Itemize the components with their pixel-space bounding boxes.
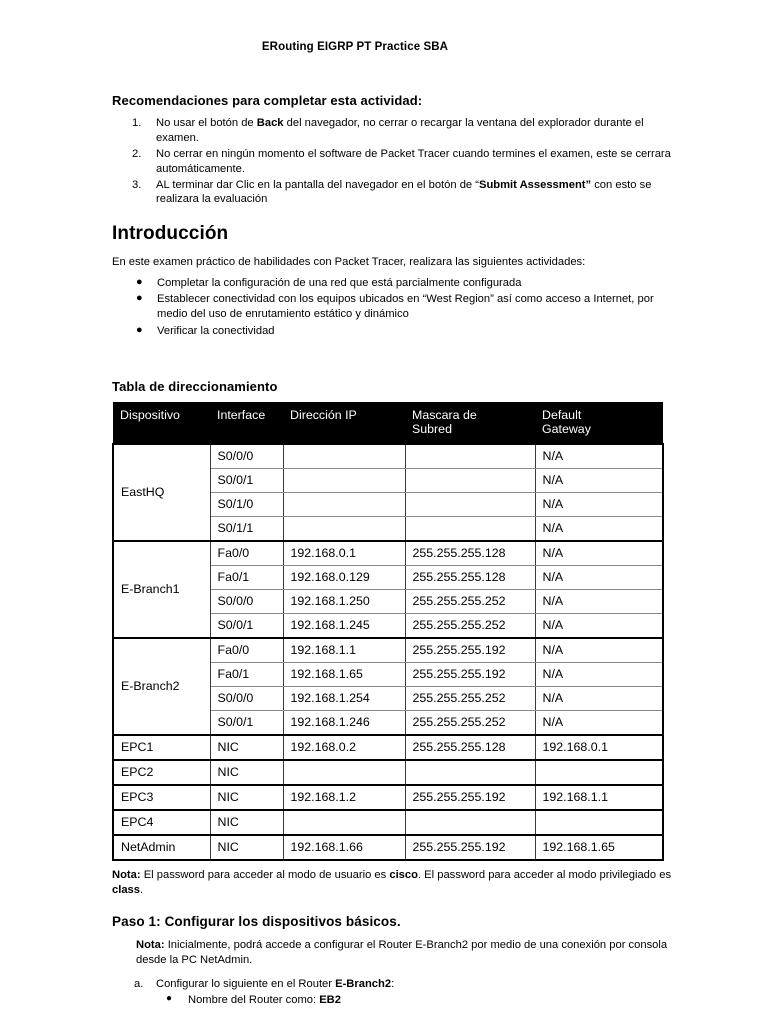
plain-text: AL terminar dar Clic en la pantalla del navegador en el botón de “ [156, 178, 479, 191]
table-cell-gateway: N/A [535, 468, 663, 492]
table-cell-gateway: 192.168.1.65 [535, 835, 663, 860]
table-cell-mask: 255.255.255.252 [405, 710, 535, 735]
table-cell-device: EPC4 [113, 810, 210, 835]
table-row [113, 541, 663, 566]
note-text: Inicialmente, podrá accede a configurar el Router E-Branch2 por medio de una conexión por consola desde la PC NetAdmin. [136, 938, 668, 966]
list-marker: 2. [132, 147, 142, 160]
table-cell-mask: 255.255.255.192 [405, 638, 535, 663]
table-cell-gateway: N/A [535, 662, 663, 686]
table-cell-ip: 192.168.1.2 [283, 785, 405, 810]
table-cell-mask [405, 810, 535, 835]
table-cell-gateway: N/A [535, 589, 663, 613]
table-header-row [113, 402, 663, 444]
table-cell-ip: 192.168.1.1 [283, 638, 405, 663]
plain-text: con esto se realizara la evaluación [156, 178, 652, 206]
table-cell-interface: Fa0/0 [210, 638, 283, 663]
introduccion-bullet-list [112, 276, 672, 338]
table-column-header: Mascara de Subred [405, 402, 535, 444]
table-cell-mask: 255.255.255.252 [405, 589, 535, 613]
table-cell-gateway: N/A [535, 492, 663, 516]
document-header-title: ERouting EIGRP PT Practice SBA [261, 41, 449, 53]
note-label: Nota: [112, 868, 141, 881]
list-marker: 1. [132, 117, 142, 129]
table-cell-interface: NIC [210, 810, 283, 835]
introduccion-intro-text: En este examen práctico de habilidades con Packet Tracer, realizara las siguientes actividades: [112, 256, 586, 269]
emphasis-text: Back [256, 117, 284, 129]
table-cell-gateway: 192.168.1.1 [535, 785, 663, 810]
table-row [113, 760, 663, 785]
table-row [113, 835, 663, 860]
table-cell-ip [283, 468, 405, 492]
list-marker: a. [134, 977, 144, 990]
table-cell-mask [405, 516, 535, 541]
plain-text: Configurar lo siguiente en el Router [156, 977, 336, 990]
table-cell-interface: S0/0/0 [210, 444, 283, 469]
table-row [113, 638, 663, 663]
table-cell-ip: 192.168.0.129 [283, 565, 405, 589]
paso1-note [136, 938, 672, 968]
table-cell-interface: S0/0/1 [210, 468, 283, 492]
plain-text: . El password para acceder al modo privilegiado es [417, 868, 672, 881]
list-item [112, 977, 672, 1008]
introduccion-heading: Introducción [112, 223, 229, 245]
table-cell-ip [283, 760, 405, 785]
paso1-sub-list [156, 993, 672, 1008]
table-cell-ip [283, 810, 405, 835]
table-cell-gateway: N/A [535, 613, 663, 638]
table-cell-ip [283, 444, 405, 469]
table-cell-gateway: 192.168.0.1 [535, 735, 663, 760]
table-cell-device: E-Branch1 [113, 541, 210, 638]
table-cell-interface: NIC [210, 735, 283, 760]
table-cell-ip: 192.168.1.245 [283, 613, 405, 638]
table-cell-interface: S0/1/0 [210, 492, 283, 516]
table-cell-gateway: N/A [535, 541, 663, 566]
table-cell-mask: 255.255.255.192 [405, 835, 535, 860]
bullet-icon: ● [136, 292, 143, 305]
note-label: Nota: [136, 938, 165, 951]
emphasis-text: E-Branch2 [335, 977, 392, 990]
list-item [112, 276, 672, 291]
table-row [113, 810, 663, 835]
table-cell-gateway: N/A [535, 444, 663, 469]
bullet-icon: ● [166, 992, 173, 1004]
table-cell-mask [405, 492, 535, 516]
table-cell-interface: Fa0/1 [210, 565, 283, 589]
table-cell-gateway: N/A [535, 686, 663, 710]
list-item [112, 147, 672, 177]
table-cell-gateway: N/A [535, 516, 663, 541]
document-content [0, 93, 768, 1008]
table-cell-mask [405, 760, 535, 785]
recommendations-heading: Recomendaciones para completar esta actividad: [112, 93, 423, 108]
table-cell-device: EPC1 [113, 735, 210, 760]
emphasis-text: Submit Assessment” [478, 178, 592, 191]
table-cell-mask: 255.255.255.128 [405, 735, 535, 760]
paso1-item-list [112, 977, 672, 1008]
bullet-icon: ● [136, 276, 143, 289]
table-cell-interface: S0/0/1 [210, 710, 283, 735]
table-cell-gateway [535, 760, 663, 785]
table-cell-interface: Fa0/0 [210, 541, 283, 566]
table-cell-interface: S0/0/0 [210, 589, 283, 613]
table-cell-gateway: N/A [535, 565, 663, 589]
plain-text: El password para acceder al modo de usuario es [140, 868, 390, 881]
table-cell-ip: 192.168.1.65 [283, 662, 405, 686]
list-item [112, 324, 672, 339]
list-item-text [156, 179, 651, 206]
table-cell-gateway: N/A [535, 638, 663, 663]
table-cell-mask: 255.255.255.252 [405, 613, 535, 638]
emphasis-text: EB2 [319, 993, 341, 1006]
plain-text: No cerrar en ningún momento el software de Packet Tracer cuando termines el examen, este se cerrara automáticamente. [156, 147, 671, 175]
table-cell-device: NetAdmin [113, 835, 210, 860]
table-cell-ip: 192.168.0.2 [283, 735, 405, 760]
table-cell-ip: 192.168.1.246 [283, 710, 405, 735]
paso1-heading: Paso 1: Configurar los dispositivos básicos. [112, 913, 401, 929]
table-cell-mask: 255.255.255.192 [405, 785, 535, 810]
table-cell-ip: 192.168.1.66 [283, 835, 405, 860]
list-item [156, 993, 672, 1008]
table-cell-ip: 192.168.1.250 [283, 589, 405, 613]
table-cell-device: E-Branch2 [113, 638, 210, 735]
plain-text: : [391, 977, 395, 990]
table-cell-device: EPC2 [113, 760, 210, 785]
table-cell-ip: 192.168.1.254 [283, 686, 405, 710]
addressing-table-heading: Tabla de direccionamiento [112, 378, 278, 394]
table-cell-gateway [535, 810, 663, 835]
table-cell-gateway: N/A [535, 710, 663, 735]
table-column-header: Dirección IP [283, 402, 405, 444]
table-cell-interface: S0/0/1 [210, 613, 283, 638]
table-column-header: Interface [210, 402, 283, 444]
table-cell-interface: NIC [210, 785, 283, 810]
table-cell-ip [283, 492, 405, 516]
recommendations-list [112, 116, 672, 207]
list-item-text [156, 117, 644, 144]
table-row [113, 444, 663, 469]
list-marker: 3. [132, 178, 142, 191]
list-item-text [156, 978, 394, 990]
list-item [112, 292, 672, 322]
list-item-text: Completar la configuración de una red que está parcialmente configurada [157, 277, 522, 290]
addressing-table-body [113, 444, 663, 860]
plain-text: . [140, 883, 144, 896]
list-item-text [156, 148, 671, 175]
table-cell-device: EastHQ [113, 444, 210, 541]
table-row [113, 785, 663, 810]
table-cell-mask: 255.255.255.192 [405, 662, 535, 686]
emphasis-text: cisco [389, 868, 418, 881]
bullet-icon: ● [136, 323, 143, 336]
table-cell-device: EPC3 [113, 785, 210, 810]
table-cell-interface: NIC [210, 835, 283, 860]
table-column-header: Default Gateway [535, 402, 663, 444]
table-cell-mask [405, 468, 535, 492]
table-cell-ip [283, 516, 405, 541]
table-cell-mask: 255.255.255.252 [405, 686, 535, 710]
list-item-text [188, 994, 341, 1006]
list-item-text: Verificar la conectividad [157, 324, 275, 337]
table-cell-interface: S0/0/0 [210, 686, 283, 710]
table-row [113, 735, 663, 760]
emphasis-text: class [112, 883, 140, 896]
table-cell-interface: NIC [210, 760, 283, 785]
table-cell-mask: 255.255.255.128 [405, 565, 535, 589]
list-item [112, 116, 672, 146]
table-cell-interface: Fa0/1 [210, 662, 283, 686]
plain-text: Nombre del Router como: [188, 993, 320, 1006]
plain-text: del navegador, no cerrar o recargar la ventana del explorador durante el examen. [156, 117, 644, 144]
table-cell-ip: 192.168.0.1 [283, 541, 405, 566]
table-cell-interface: S0/1/1 [210, 516, 283, 541]
addressing-table [112, 402, 664, 861]
table-cell-mask [405, 444, 535, 469]
list-item-text: Establecer conectividad con los equipos ubicados en “West Region” así como acceso a Internet, por medio del uso de enrutamiento estático y dinámico [157, 293, 654, 321]
list-item [112, 178, 672, 208]
table-cell-mask: 255.255.255.128 [405, 541, 535, 566]
password-note [112, 868, 672, 898]
table-column-header: Dispositivo [113, 402, 210, 444]
addressing-table-head [113, 402, 663, 444]
plain-text: No usar el botón de [156, 117, 257, 129]
